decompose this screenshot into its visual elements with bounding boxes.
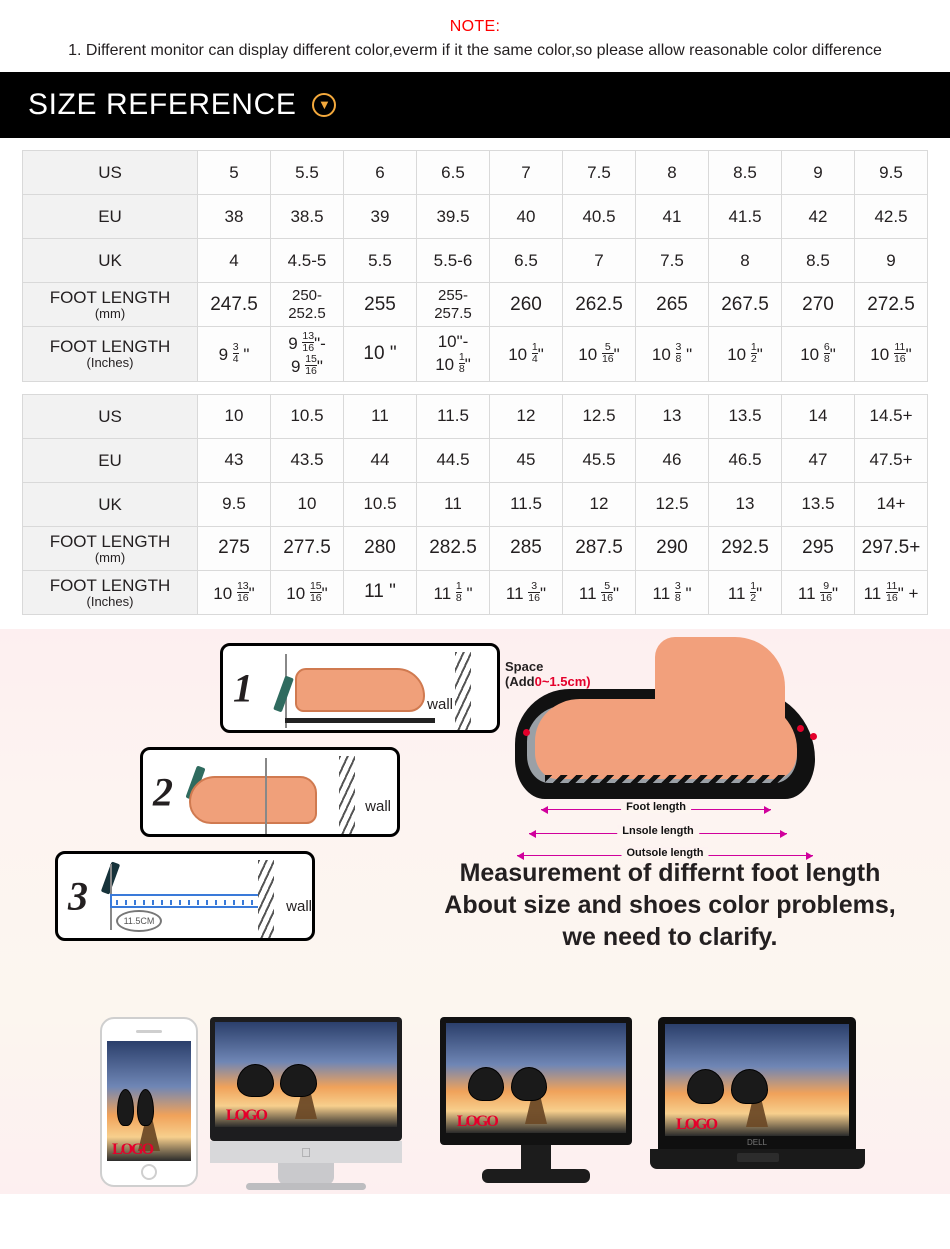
size-reference-banner bbox=[0, 72, 950, 138]
imac-stand bbox=[278, 1163, 334, 1185]
table-cell: 13.5 bbox=[782, 482, 855, 526]
table-cell: 42.5 bbox=[855, 195, 928, 239]
table-cell: 275 bbox=[198, 526, 271, 570]
table-cell: 39.5 bbox=[417, 195, 490, 239]
sole-texture bbox=[545, 775, 785, 789]
table-cell: 13.5 bbox=[709, 394, 782, 438]
table-cell: 10 $\frac{5}{16}$ " bbox=[563, 327, 636, 382]
table-row bbox=[23, 195, 928, 239]
table-cell: 5.5-6 bbox=[417, 239, 490, 283]
shoes-image bbox=[468, 1067, 551, 1113]
table-cell: 42 bbox=[782, 195, 855, 239]
table-cell: 12 bbox=[490, 394, 563, 438]
table-cell: 46 bbox=[636, 438, 709, 482]
step-number: 2 bbox=[153, 769, 173, 815]
dim-outsole-length: Outsole length bbox=[622, 847, 709, 859]
table-cell: 8 bbox=[636, 151, 709, 195]
table-cell: 10 bbox=[198, 394, 271, 438]
table-cell: 5 bbox=[198, 151, 271, 195]
size-tables bbox=[0, 138, 950, 615]
headline-line-3: we need to clarify. bbox=[562, 922, 778, 951]
monitor-screen bbox=[446, 1023, 626, 1133]
table-cell: 255 bbox=[344, 283, 417, 327]
table-cell: 41 bbox=[636, 195, 709, 239]
row-label: US bbox=[23, 151, 198, 195]
table-cell: 13 bbox=[636, 394, 709, 438]
space-label: Space (Add0~1.5cm) bbox=[505, 658, 591, 689]
table-cell: 285 bbox=[490, 526, 563, 570]
row-label: EU bbox=[23, 195, 198, 239]
device-laptop bbox=[650, 1017, 865, 1189]
ruler-measure-value: 11.5CM bbox=[116, 910, 162, 932]
table-cell: 12.5 bbox=[563, 394, 636, 438]
banner-title: SIZE REFERENCE bbox=[28, 88, 297, 121]
table-cell: 9 $\frac{13}{16}$ "- 9 $\frac{15}{16}$ " bbox=[271, 327, 344, 382]
step-number: 1 bbox=[233, 665, 253, 711]
step-number: 3 bbox=[68, 873, 88, 919]
leg-shape bbox=[655, 637, 785, 757]
table-cell: 10 $\frac{6}{8}$ " bbox=[782, 327, 855, 382]
table-cell: 8 bbox=[709, 239, 782, 283]
wall-label: wall bbox=[365, 797, 391, 815]
row-label: UK bbox=[23, 482, 198, 526]
headline-line-1: Measurement of differnt foot length bbox=[459, 858, 881, 887]
table-cell: 11 $\frac{5}{16}$ " bbox=[563, 570, 636, 614]
table-cell: 38.5 bbox=[271, 195, 344, 239]
table-row bbox=[23, 570, 928, 614]
wall-label: wall bbox=[286, 897, 312, 915]
table-cell: 41.5 bbox=[709, 195, 782, 239]
table-cell: 247.5 bbox=[198, 283, 271, 327]
table-cell: 14 bbox=[782, 394, 855, 438]
table-cell: 11 $\frac{1}{8}$ " bbox=[417, 570, 490, 614]
row-label: FOOT LENGTH (Inches) bbox=[23, 327, 198, 382]
table-cell: 9.5 bbox=[855, 151, 928, 195]
table-row bbox=[23, 283, 928, 327]
table-cell: 292.5 bbox=[709, 526, 782, 570]
table-cell: 277.5 bbox=[271, 526, 344, 570]
measure-step-1 bbox=[220, 643, 500, 733]
device-row bbox=[0, 1009, 950, 1194]
table-cell: 7 bbox=[490, 151, 563, 195]
table-cell: 11 $\frac{3}{8}$ " bbox=[636, 570, 709, 614]
table-cell: 260 bbox=[490, 283, 563, 327]
monitor-bezel bbox=[440, 1017, 632, 1145]
table-cell: 8.5 bbox=[782, 239, 855, 283]
table-cell: 10.5 bbox=[344, 482, 417, 526]
row-label: FOOT LENGTH (mm) bbox=[23, 526, 198, 570]
table-cell: 43.5 bbox=[271, 438, 344, 482]
table-cell: 11 $\frac{9}{16}$ " bbox=[782, 570, 855, 614]
table-cell: 9 bbox=[855, 239, 928, 283]
laptop-screen bbox=[665, 1024, 849, 1136]
table-cell: 270 bbox=[782, 283, 855, 327]
laptop-lid bbox=[658, 1017, 856, 1149]
table-cell: 10 $\frac{15}{16}$ " bbox=[271, 570, 344, 614]
table-cell: 40 bbox=[490, 195, 563, 239]
table-cell: 9 $\frac{3}{4}$ " bbox=[198, 327, 271, 382]
table-cell: 8.5 bbox=[709, 151, 782, 195]
row-label: EU bbox=[23, 438, 198, 482]
table-cell: 290 bbox=[636, 526, 709, 570]
table-cell: 280 bbox=[344, 526, 417, 570]
table-cell: 11 " bbox=[344, 570, 417, 614]
dim-insole-length: Lnsole length bbox=[617, 825, 699, 837]
table-cell: 11.5 bbox=[417, 394, 490, 438]
phone-speaker bbox=[136, 1030, 162, 1033]
imac-base bbox=[246, 1183, 366, 1190]
size-table-1 bbox=[22, 150, 928, 382]
headline-line-2: About size and shoes color problems, bbox=[444, 890, 896, 919]
table-cell: 45 bbox=[490, 438, 563, 482]
table-cell: 40.5 bbox=[563, 195, 636, 239]
phone-home-button[interactable] bbox=[141, 1164, 157, 1180]
table-cell: 9 bbox=[782, 151, 855, 195]
laptop-brand-label: DELL bbox=[746, 1137, 768, 1147]
table-cell: 10 $\frac{13}{16}$ " bbox=[198, 570, 271, 614]
table-cell: 255- 257.5 bbox=[417, 283, 490, 327]
table-cell: 6.5 bbox=[490, 239, 563, 283]
table-cell: 262.5 bbox=[563, 283, 636, 327]
device-imac bbox=[210, 1017, 402, 1189]
table-cell: 11 bbox=[417, 482, 490, 526]
table-cell: 6 bbox=[344, 151, 417, 195]
measure-step-3 bbox=[55, 851, 315, 941]
size-table-2 bbox=[22, 394, 928, 615]
table-cell: 11 $\frac{1}{2}$ " bbox=[709, 570, 782, 614]
table-cell: 10 $\frac{3}{8}$ " bbox=[636, 327, 709, 382]
table-row bbox=[23, 327, 928, 382]
note-block bbox=[0, 0, 950, 72]
shoes-image bbox=[237, 1064, 321, 1108]
table-row bbox=[23, 438, 928, 482]
table-cell: 47.5+ bbox=[855, 438, 928, 482]
monitor-neck bbox=[521, 1145, 551, 1171]
table-cell: 11 $\frac{3}{16}$ " bbox=[490, 570, 563, 614]
foot-shoe-diagram bbox=[505, 637, 835, 862]
table-cell: 39 bbox=[344, 195, 417, 239]
table-cell: 11 bbox=[344, 394, 417, 438]
table-cell: 6.5 bbox=[417, 151, 490, 195]
table-cell: 4 bbox=[198, 239, 271, 283]
note-line-1: 1. Different monitor can display different color,everm if it the same color,so please allow reasonable color difference bbox=[68, 42, 882, 59]
table-cell: 10 $\frac{1}{4}$ " bbox=[490, 327, 563, 382]
table-cell: 12 bbox=[563, 482, 636, 526]
brand-logo: LOGO bbox=[676, 1115, 717, 1133]
measure-step-2 bbox=[140, 747, 400, 837]
row-label: FOOT LENGTH (Inches) bbox=[23, 570, 198, 614]
table-row bbox=[23, 482, 928, 526]
table-cell: 10 " bbox=[344, 327, 417, 382]
table-cell: 9.5 bbox=[198, 482, 271, 526]
laptop-trackpad[interactable] bbox=[737, 1153, 779, 1162]
table-cell: 14.5+ bbox=[855, 394, 928, 438]
shoes-image bbox=[117, 1089, 156, 1139]
table-row bbox=[23, 239, 928, 283]
device-monitor bbox=[440, 1017, 632, 1189]
table-cell: 10 $\frac{1}{2}$ " bbox=[709, 327, 782, 382]
table-cell: 282.5 bbox=[417, 526, 490, 570]
table-cell: 7 bbox=[563, 239, 636, 283]
row-label: US bbox=[23, 394, 198, 438]
table-cell: 272.5 bbox=[855, 283, 928, 327]
table-cell: 45.5 bbox=[563, 438, 636, 482]
monitor-base bbox=[482, 1169, 590, 1183]
table-cell: 10.5 bbox=[271, 394, 344, 438]
table-cell: 297.5+ bbox=[855, 526, 928, 570]
wall-label: wall bbox=[427, 695, 453, 713]
table-cell: 44 bbox=[344, 438, 417, 482]
table-cell: 10 $\frac{11}{16}$ " bbox=[855, 327, 928, 382]
brand-logo: LOGO bbox=[456, 1112, 497, 1130]
phone-screen bbox=[107, 1041, 191, 1161]
space-value: 0~1.5cm) bbox=[534, 673, 591, 689]
row-label: UK bbox=[23, 239, 198, 283]
table-cell: 47 bbox=[782, 438, 855, 482]
device-phone bbox=[100, 1017, 198, 1187]
table-cell: 4.5-5 bbox=[271, 239, 344, 283]
table-cell: 7.5 bbox=[563, 151, 636, 195]
measurement-illustration bbox=[0, 629, 950, 1009]
table-cell: 10"- 10 $\frac{1}{8}$ " bbox=[417, 327, 490, 382]
headline-block bbox=[400, 857, 940, 953]
table-cell: 295 bbox=[782, 526, 855, 570]
measure-steps bbox=[55, 643, 453, 955]
table-cell: 13 bbox=[709, 482, 782, 526]
table-cell: 12.5 bbox=[636, 482, 709, 526]
note-title: NOTE: bbox=[449, 18, 501, 35]
table-cell: 7.5 bbox=[636, 239, 709, 283]
table-cell: 38 bbox=[198, 195, 271, 239]
table-cell: 265 bbox=[636, 283, 709, 327]
table-cell: 10 bbox=[271, 482, 344, 526]
chevron-down-icon: ▼ bbox=[312, 93, 336, 117]
table-cell: 5.5 bbox=[344, 239, 417, 283]
table-cell: 11.5 bbox=[490, 482, 563, 526]
dim-foot-length: Foot length bbox=[621, 801, 691, 813]
table-cell: 5.5 bbox=[271, 151, 344, 195]
brand-logo: LOGO bbox=[112, 1140, 153, 1158]
table-cell: 287.5 bbox=[563, 526, 636, 570]
apple-logo-icon bbox=[301, 1145, 311, 1160]
table-cell: 11 $\frac{11}{16}$ " + bbox=[855, 570, 928, 614]
shoes-image bbox=[687, 1069, 772, 1116]
imac-screen bbox=[215, 1022, 397, 1127]
brand-logo: LOGO bbox=[225, 1106, 266, 1124]
table-row bbox=[23, 151, 928, 195]
table-cell: 43 bbox=[198, 438, 271, 482]
table-cell: 250- 252.5 bbox=[271, 283, 344, 327]
imac-bezel bbox=[210, 1017, 402, 1141]
table-cell: 14+ bbox=[855, 482, 928, 526]
table-cell: 46.5 bbox=[709, 438, 782, 482]
table-row bbox=[23, 394, 928, 438]
table-row bbox=[23, 526, 928, 570]
row-label: FOOT LENGTH (mm) bbox=[23, 283, 198, 327]
table-cell: 44.5 bbox=[417, 438, 490, 482]
table-cell: 267.5 bbox=[709, 283, 782, 327]
